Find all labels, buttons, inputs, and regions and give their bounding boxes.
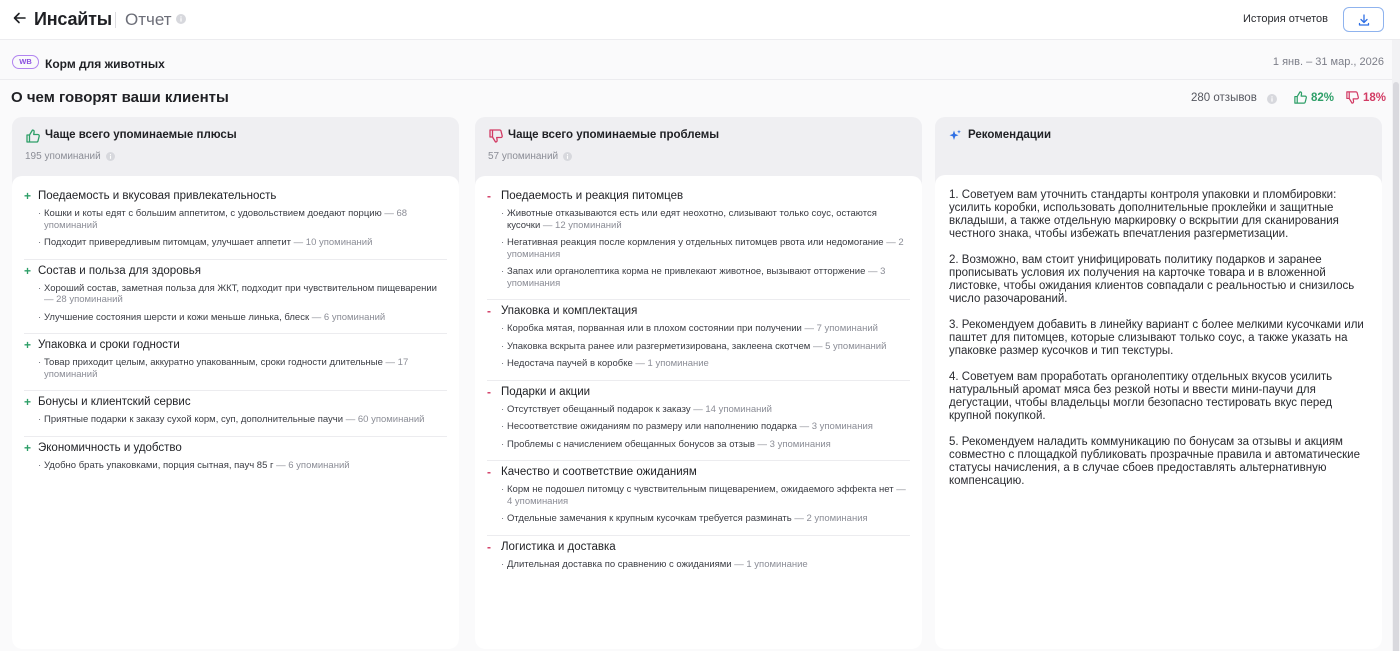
bullet-icon: · (38, 237, 42, 248)
mention-text: Приятные подарки к заказу сухой корм, суп, дополнительные паучи (44, 414, 344, 425)
cons-header (475, 117, 922, 175)
recommendations-panel (935, 117, 1382, 649)
positive-percent: 82% (1311, 92, 1335, 104)
mention-count: — 14 упоминаний (693, 403, 772, 415)
bullet-icon: · (501, 208, 505, 219)
mention-item (487, 266, 910, 289)
report-history-link[interactable]: История отчетов (1243, 13, 1328, 25)
mention-text: Коробка мятая, порванная или в плохом состоянии при получении (507, 323, 802, 334)
category-title (24, 441, 447, 456)
category-label: Состав и польза для здоровья (38, 264, 201, 277)
mention-item (487, 358, 910, 370)
category-block (24, 259, 447, 334)
category-block (24, 189, 447, 259)
category-title (24, 189, 447, 204)
recommendation-item: 1. Советуем вам уточнить стандарты контроля упаковки и пломбировки: усилить коробки, использовать дополнительные проклейки и защитные вкладыши, а также отдельную маркировку о вскрытии для сканирования честного знака, чтобы избежать впечатления разгерметизации. (949, 189, 1339, 240)
section-heading: О чем говорят ваши клиенты (11, 89, 229, 106)
mention-count: — 17 упоминаний (44, 357, 409, 380)
recommendation-item: 2. Возможно, вам стоит унифицировать политику подарков и заранее прописывать условия их получения на карточке товара и в вложенной листовке, чтобы ожидания клиентов совпадали с реальностью и снизилось число разочарований. (949, 254, 1355, 305)
mention-count: — 10 упоминаний (293, 237, 373, 248)
category-title (487, 540, 910, 555)
mention-text: Упаковка вскрыта ранее или разгерметизирована, заклеена скотчем (507, 340, 811, 352)
thumbs-up-icon (25, 128, 41, 144)
mention-text: Недостача паучей в коробке (507, 358, 633, 369)
mention-count: — 1 упоминание (635, 358, 709, 369)
product-name: Корм для животных (45, 57, 165, 71)
category-label: Экономичность и удобство (38, 441, 182, 454)
thumbs-down-icon (488, 128, 504, 144)
mention-item (487, 208, 910, 231)
mention-count: — 28 упоминаний (44, 294, 123, 305)
bullet-icon: · (501, 358, 505, 369)
mention-text: Улучшение состояния шерсти и кожи меньше линька, блеск (44, 311, 310, 323)
category-title (487, 304, 910, 319)
mention-text: Несоответствие ожиданиям по размеру или наполнению подарка (507, 421, 797, 432)
thumbs-down-icon (1345, 90, 1360, 105)
bullet-icon: · (38, 459, 42, 471)
cons-panel (475, 117, 922, 649)
plus-icon: + (24, 395, 32, 409)
mention-count: — 3 упоминания (507, 266, 886, 289)
mention-item (487, 484, 910, 507)
bullet-icon: · (501, 266, 505, 277)
category-label: Поедаемость и реакция питомцев (501, 190, 684, 202)
plus-icon: + (24, 263, 32, 278)
category-title (24, 264, 447, 279)
category-title (24, 395, 447, 410)
bullet-icon: · (501, 237, 505, 248)
mention-item (24, 312, 447, 324)
bullet-icon: · (501, 558, 505, 570)
pros-list (12, 176, 459, 649)
category-block (487, 189, 910, 299)
mention-text: Проблемы с начислением обещанных бонусов за отзыв (507, 438, 755, 450)
date-range: 1 янв. – 31 мар., 2026 (1272, 56, 1384, 68)
negative-percent: 18% (1363, 92, 1387, 104)
mention-text: Товар приходит целым, аккуратно упакованным, сроки годности длительные (44, 357, 383, 368)
mention-count: — 7 упоминаний (804, 323, 878, 334)
mention-count: — 2 упоминания (507, 237, 904, 260)
scrollbar-thumb[interactable] (1393, 82, 1399, 651)
recommendation-item: 3. Рекомендуем добавить в линейку вариант с более мелкими кусочками или паштет для питомцев, которые слизывают только соус, а также указать на упаковке размер кусочков и тип текстуры. (949, 319, 1364, 357)
recommendations-title: Рекомендации (968, 129, 1052, 141)
mention-item (487, 341, 910, 353)
bullet-icon: · (501, 513, 505, 524)
pros-panel (12, 117, 459, 649)
mention-item (487, 237, 910, 260)
mention-item (24, 283, 447, 306)
mention-count: — 3 упоминания (799, 421, 873, 432)
mention-item (487, 323, 910, 335)
mention-count: — 5 упоминаний (812, 340, 887, 352)
minus-icon: - (487, 189, 491, 203)
category-label: Упаковка и комплектация (501, 305, 638, 317)
mention-count: — 1 упоминание (734, 558, 808, 570)
bullet-icon: · (501, 421, 505, 432)
mention-item (24, 460, 447, 472)
cons-list (475, 176, 922, 649)
download-icon (1357, 13, 1371, 27)
category-title (487, 189, 910, 204)
bullet-icon: · (501, 438, 505, 450)
plus-icon: + (24, 189, 32, 203)
minus-icon: - (487, 384, 491, 399)
category-block (24, 333, 447, 390)
category-label: Бонусы и клиентский сервис (38, 396, 191, 408)
category-title (487, 385, 910, 400)
mention-text: Запах или органолептика корма не привлекают животное, вызывают отторжение (507, 266, 866, 277)
mention-item (24, 208, 447, 231)
bullet-icon: · (38, 282, 42, 294)
category-title (24, 338, 447, 353)
mention-count: — 4 упоминания (507, 484, 906, 507)
mention-count: — 6 упоминаний (311, 311, 386, 323)
info-icon[interactable] (176, 14, 186, 24)
plus-icon: + (24, 440, 32, 455)
info-icon[interactable] (1267, 94, 1277, 104)
category-label: Логистика и доставка (501, 540, 616, 553)
mention-text: Удобно брать упаковками, порция сытная, пауч 85 г (44, 459, 274, 471)
mention-count: — 3 упоминания (757, 438, 831, 450)
category-label: Поедаемость и вкусовая привлекательность (38, 190, 277, 202)
title-divider (115, 12, 116, 28)
bullet-icon: · (501, 323, 505, 334)
mention-item (487, 404, 910, 416)
mention-count: — 12 упоминаний (542, 219, 622, 231)
mention-item (487, 439, 910, 451)
cons-count-label: 57 упоминаний (488, 151, 559, 162)
mention-count: — 2 упоминания (794, 513, 868, 524)
bullet-icon: · (501, 403, 505, 415)
category-label: Подарки и акции (501, 385, 591, 398)
recommendation-item: 4. Советуем вам проработать органолептику отдельных вкусов усилить натуральный аромат мяса без резкой ноты и ввести мини-паучи для дегустации, чтобы владельцы могли безопасно тестировать вкус перед крупной покупкой. (949, 371, 1333, 422)
recommendations-list (935, 175, 1382, 649)
page-scrollbar[interactable] (1392, 40, 1400, 651)
top-bar (0, 0, 1400, 40)
bullet-icon: · (38, 311, 42, 323)
plus-icon: + (24, 338, 32, 352)
mention-text: Длительная доставка по сравнению с ожиданиями (507, 558, 732, 570)
category-block (487, 299, 910, 380)
back-arrow-icon[interactable] (11, 9, 29, 27)
mention-count: — 6 упоминаний (276, 459, 350, 471)
category-block (24, 436, 447, 482)
minus-icon: - (487, 465, 491, 479)
mention-item (24, 357, 447, 380)
reviews-count: 280 отзывов (1191, 92, 1257, 104)
pros-title: Чаще всего упоминаемые плюсы (45, 129, 237, 141)
info-icon[interactable] (563, 152, 572, 161)
brand-row (0, 46, 1400, 80)
category-block (487, 460, 910, 535)
thumbs-up-icon (1293, 90, 1308, 105)
cons-title: Чаще всего упоминаемые проблемы (508, 129, 720, 141)
mention-text: Подходит привередливым питомцам, улучшает аппетит (44, 237, 291, 248)
mention-text: Отсутствует обещанный подарок к заказу (507, 403, 691, 415)
recommendations-header (935, 117, 1382, 175)
bullet-icon: · (38, 414, 42, 425)
category-block (487, 380, 910, 461)
pros-header (12, 117, 459, 175)
bullet-icon: · (501, 484, 505, 495)
mention-count: — 68 упоминаний (44, 208, 408, 231)
pros-count (25, 151, 115, 162)
positive-share (1293, 90, 1334, 105)
category-block (487, 535, 910, 581)
mention-text: Животные отказываются есть или едят неохотно, слизывают только соус, остаются кусочки (507, 208, 877, 231)
bullet-icon: · (501, 340, 505, 352)
category-title (487, 465, 910, 480)
mention-text: Хороший состав, заметная польза для ЖКТ, подходит при чувствительном пищеварении (44, 282, 437, 294)
marketplace-badge: WB (12, 55, 39, 69)
mention-count: — 60 упоминаний (345, 414, 425, 425)
download-button[interactable] (1343, 7, 1384, 32)
page-subtitle: Отчет (125, 10, 172, 29)
mention-item (487, 559, 910, 571)
minus-icon: - (487, 304, 491, 318)
category-block (24, 390, 447, 436)
page-title: Инсайты (34, 9, 112, 29)
mention-item (24, 237, 447, 249)
mention-item (487, 513, 910, 525)
mention-item (24, 414, 447, 426)
mention-text: Негативная реакция после кормления у отдельных питомцев рвота или недомогание (507, 237, 884, 248)
mention-text: Кошки и коты едят с большим аппетитом, с удовольствием доедают порцию (44, 208, 382, 219)
cons-count (488, 151, 572, 162)
minus-icon: - (487, 539, 491, 554)
pros-count-label: 195 упоминаний (25, 151, 101, 162)
category-label: Качество и соответствие ожиданиям (501, 466, 697, 478)
category-label: Упаковка и сроки годности (38, 339, 180, 351)
bullet-icon: · (38, 357, 42, 368)
recommendation-item: 5. Рекомендуем наладить коммуникацию по бонусам за отзывы и акциям совместно с площадкой публиковать прозрачные правила и автоматические статусы начисления, а в случае сбоев предоставлять альтернативную компенсацию. (949, 436, 1360, 487)
mention-text: Корм не подошел питомцу с чувствительным пищеварением, ожидаемого эффекта нет (507, 484, 894, 495)
negative-share (1345, 90, 1386, 105)
mention-item (487, 421, 910, 433)
bullet-icon: · (38, 208, 42, 219)
sparkle-icon (948, 129, 962, 143)
info-icon[interactable] (106, 152, 115, 161)
mention-text: Отдельные замечания к крупным кусочкам требуется разминать (507, 513, 792, 524)
